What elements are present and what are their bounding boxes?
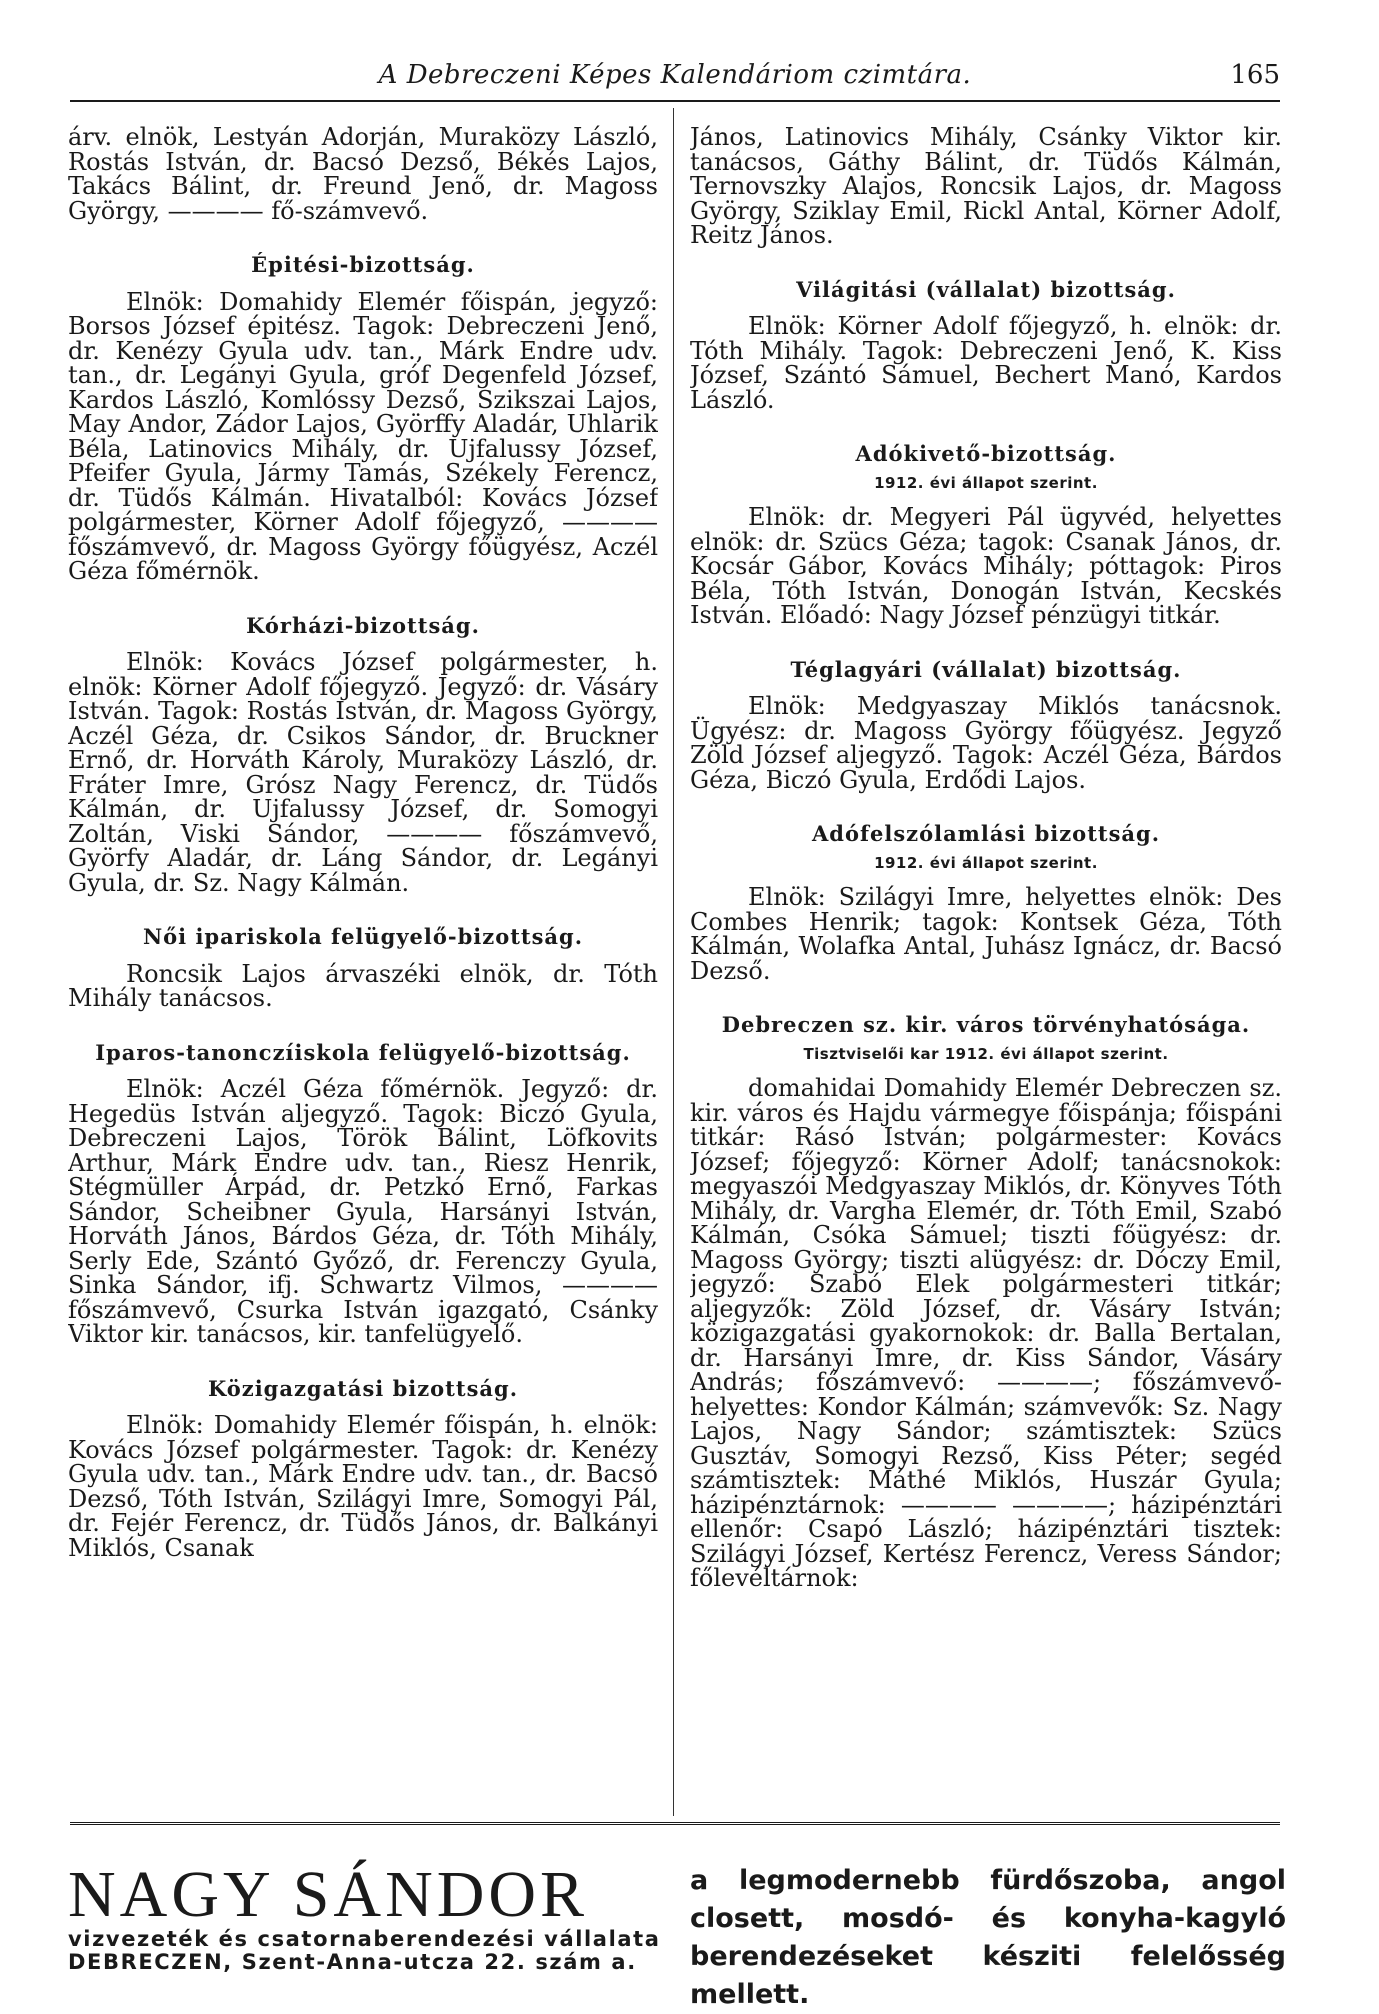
- section-heading: Debreczen sz. kir. város törvényhatósága.: [721, 1012, 1251, 1037]
- section-paragraph: Elnök: Körner Adolf főjegyző, h. elnök: dr. Tóth Mihály. Tagok: Debreczeni Jenő, K. Kiss József, Szántó Sámuel, Bechert Manó, Kardos László.: [690, 312, 1282, 414]
- advertiser-business: vizvezeték és csatornaberendezési vállalata: [68, 1927, 661, 1951]
- header-rule: [70, 100, 1280, 102]
- left-column: [68, 125, 658, 1815]
- section-subnote: 1912. évi állapot szerint.: [874, 473, 1098, 492]
- section-paragraph: Elnök: Medgyaszay Miklós tanácsnok. Ügyész: dr. Magoss György főügyész. Jegyző Zöld József aljegyző. Tagok: Aczél Géza, Bárdos Géza, Biczó Gyula, Erdődi Lajos.: [690, 692, 1282, 794]
- section-heading: Adókivető-bizottság.: [855, 441, 1117, 466]
- section-paragraph: János, Latinovics Mihály, Csánky Viktor kir. tanácsos, Gáthy Bálint, dr. Tüdős Kálmán, Ternovszky Alajos, Roncsik Lajos, dr. Magoss György, Sziklay Emil, Rickl Antal, Körner Adolf, Reitz János.: [690, 125, 1282, 249]
- running-title: A Debreczeni Képes Kalendáriom czimtára.: [378, 60, 972, 90]
- section-adokiveto: [690, 442, 1282, 628]
- section-paragraph: Elnök: Domahidy Elemér főispán, jegyző: Borsos József épitész. Tagok: Debreczeni Jenő, dr. Kenézy Gyula udv. tan., Márk Endre udv. tan., dr. Legányi Gyula, gróf Degenfeld József, Kardos László, Komlóssy Dezső, Szikszai Lajos, May Andor, Zádor Lajos, Györffy Aladár, Uhlarik Béla, Latinovics Mihály, dr. Ujfalussy József, Pfeifer Gyula, Jármy Tamás, Székely Ferencz, dr. Tüdős Kálmán. Hivatalból: Kovács József polgármester, Körner Adolf főjegyző, ———— főszámvevő, dr. Magoss György főügyész, Aczél Géza főmérnök.: [68, 287, 658, 585]
- section-heading: Iparos-tanonczíiskola felügyelő-bizottság.: [95, 1039, 631, 1065]
- section-heading: Téglagyári (vállalat) bizottság.: [790, 656, 1182, 682]
- section-heading: Világitási (vállalat) bizottság.: [796, 276, 1176, 302]
- section-korhazi: [68, 614, 658, 896]
- section-heading: Adófelszólamlási bizottság.: [811, 821, 1161, 846]
- section-adofelszolamlasi: [690, 822, 1282, 983]
- section-subnote: Tisztviselői kar 1912. évi állapot szerint.: [803, 1044, 1169, 1063]
- section-heading: Női ipariskola felügyelő-bizottság.: [142, 924, 584, 949]
- section-paragraph: Elnök: Aczél Géza főmérnök. Jegyző: dr. Hegedüs István aljegyző. Tagok: Biczó Gyula, Debreczeni Lajos, Török Bálint, Löfkovits Arthur, Márk Endre udv. tan., Riesz Henrik, Stégmüller Árpád, dr. Petzkó Ernő, Farkas Sándor, Scheibner Gyula, Harsányi István, Horváth János, Bárdos Géza, dr. Tóth Mihály, Serly Ede, Szántó Győző, dr. Ferenczy Gyula, Sinka Sándor, ifj. Schwartz Vilmos, ———— főszámvevő, Csurka István igazgató, Csánky Viktor kir. tanácsos, kir. tanfelügyelő.: [68, 1075, 658, 1348]
- section-heading: Közigazgatási bizottság.: [207, 1375, 519, 1401]
- page-number: 165: [1230, 60, 1280, 90]
- section-paragraph: árv. elnök, Lestyán Adorján, Muraközy László, Rostás István, dr. Bacsó Dezső, Békés Lajos, Takács Bálint, dr. Freund Jenő, dr. Magoss György, ———— fő-számvevő.: [68, 125, 658, 225]
- section-paragraph: Elnök: dr. Megyeri Pál ügyvéd, helyettes elnök: dr. Szücs Géza; tagok: Csanak János, dr. Kocsár Gábor, Kovács Mihály; póttagok: Piros Béla, Tóth István, Donogán István, Kecskés István. Előadó: Nagy József pénzügyi titkár.: [690, 503, 1282, 629]
- advertisement-right: a legmodernebb fürdőszoba, angol closett, mosdó- és konyha-kagyló berendezéseket késziti felelősség mellett.: [690, 1865, 1286, 2010]
- section-kozigazgatasi: [68, 1377, 658, 1561]
- section-subnote: 1912. évi állapot szerint.: [874, 853, 1098, 872]
- section-epitesi: [68, 253, 658, 584]
- section-heading: Kórházi-bizottság.: [246, 612, 480, 638]
- advertiser-name: NAGY SÁNDOR: [68, 1858, 589, 1931]
- section-continued-right: [690, 125, 1282, 248]
- section-paragraph: Elnök: Szilágyi Imre, helyettes elnök: Des Combes Henrik; tagok: Kontsek Géza, Tóth Kálmán, Wolafka Antal, Juhász Ignácz, dr. Bacsó Dezső.: [690, 883, 1282, 985]
- section-iparos-tanoncz: [68, 1041, 658, 1347]
- column-divider: [673, 108, 674, 1816]
- section-teglagyari: [690, 658, 1282, 793]
- section-vilagitasi: [690, 278, 1282, 413]
- advertisement-rule: [70, 1822, 1280, 1825]
- section-paragraph: Roncsik Lajos árvaszéki elnök, dr. Tóth Mihály tanácsos.: [68, 959, 658, 1012]
- section-noi-ipariskola: [68, 925, 658, 1011]
- section-heading: Épitési-bizottság.: [251, 252, 475, 277]
- section-paragraph: Elnök: Kovács József polgármester, h. elnök: Körner Adolf főjegyző. Jegyző: dr. Vásáry István. Tagok: Rostás István, dr. Magoss György, Aczél Géza, dr. Csikos Sándor, dr. Bruckner Ernő, dr. Horváth Károly, Muraközy László, dr. Fráter Imre, Grósz Nagy Ferencz, dr. Tüdős Kálmán, dr. Ujfalussy József, dr. Somogyi Zoltán, Viski Sándor, ———— főszámvevő, Györfy Aladár, dr. Láng Sándor, dr. Legányi Gyula, dr. Sz. Nagy Kálmán.: [68, 648, 658, 897]
- page-header: [70, 60, 1280, 100]
- advertisement-left: [68, 1858, 678, 1974]
- right-column: [690, 125, 1282, 1815]
- advertiser-address: DEBRECZEN, Szent-Anna-utcza 22. szám a.: [68, 1950, 637, 1974]
- section-torvenyhatosag: [690, 1013, 1282, 1591]
- section-paragraph: domahidai Domahidy Elemér Debreczen sz. kir. város és Hajdu vármegye főispánja; főispáni titkár: Rásó István; polgármester: Kovács József; főjegyző: Körner Adolf; tanácsnokok: megyaszói Medgyaszay Miklós, dr. Könyves Tóth Mihály, dr. Vargha Elemér, dr. Tóth Emil, Szabó Kálmán, Csóka Sámuel; tiszti főügyész: dr. Magoss György; tiszti alügyész: dr. Dóczy Emil, jegyző: Szabó Elek polgármesteri titkár; aljegyzők: Zöld József, dr. Vásáry István; közigazgatási gyakornokok: dr. Balla Bertalan, dr. Harsányi Imre, dr. Kiss Sándor, Vásáry András; főszámvevő: ————; főszámvevő-helyettes: Kondor Kálmán; számvevők: Sz. Nagy Lajos, Nagy Sándor; számtisztek: Szücs Gusztáv, Somogyi Rezső, Kiss Péter; segéd számtisztek: Máthé Miklós, Huszár Gyula; házipénztárnok: ———— ————; házipénztári ellenőr: Csapó László; házipénztári tisztek: Szilágyi József, Kertész Ferencz, Veress Sándor; főlevéltárnok:: [690, 1074, 1282, 1592]
- section-paragraph: Elnök: Domahidy Elemér főispán, h. elnök: Kovács József polgármester. Tagok: dr. Kenézy Gyula udv. tan., Márk Endre udv. tan., dr. Bacsó Dezső, Tóth István, Szilágyi Imre, Somogyi Pál, dr. Fejér Ferencz, dr. Tüdős János, dr. Balkányi Miklós, Csanak: [68, 1411, 658, 1562]
- section-continued-top: [68, 125, 658, 223]
